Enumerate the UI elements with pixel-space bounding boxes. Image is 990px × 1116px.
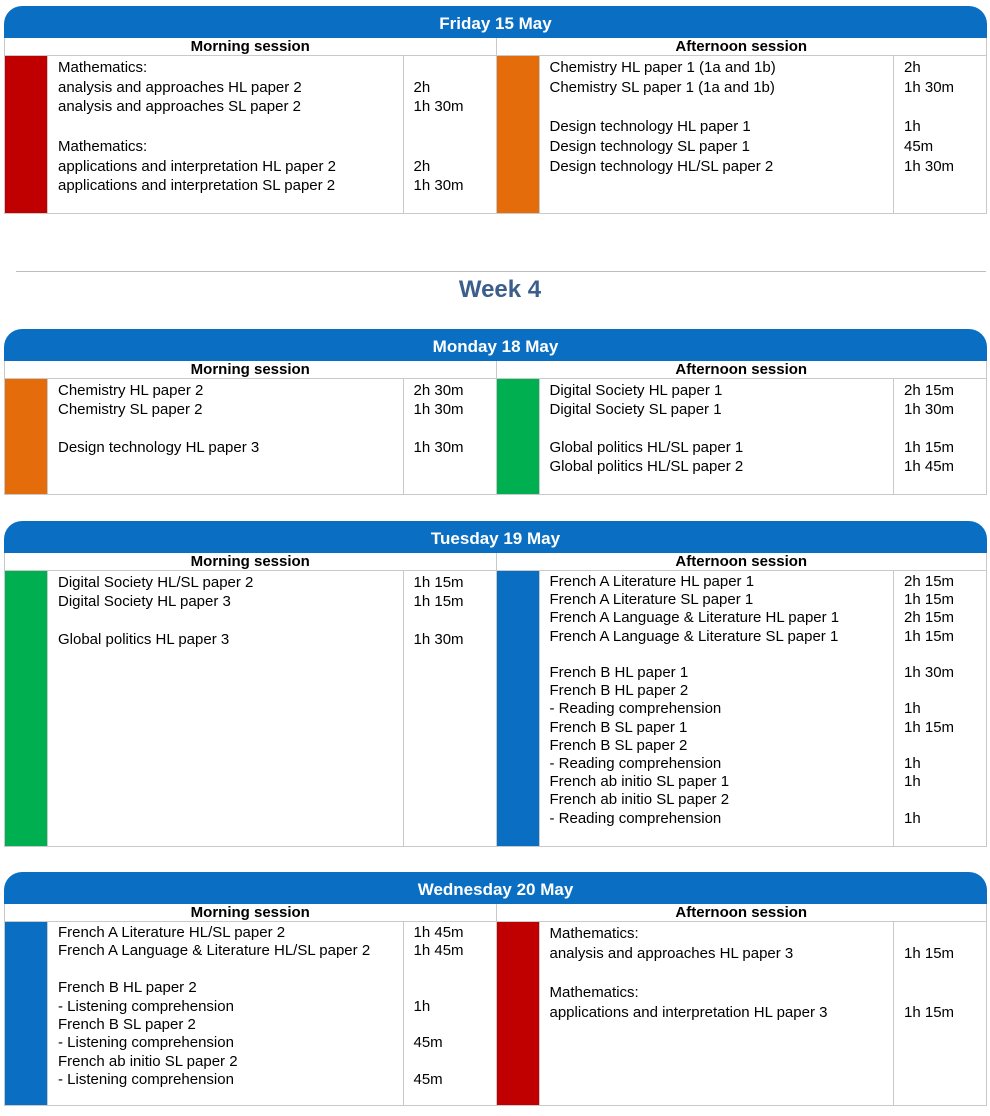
morning-session (4, 553, 496, 847)
subject-line: applications and interpretation HL paper 3 (549, 1003, 828, 1021)
subject-line: French ab initio SL paper 2 (549, 791, 730, 809)
afternoon-session (496, 553, 988, 847)
subject-line: Chemistry SL paper 2 (58, 401, 203, 418)
duration-line: 2h 15m (904, 382, 955, 399)
duration-line: 1h 45m (413, 924, 464, 941)
duration-line (904, 419, 986, 438)
duration-line: 45m (904, 137, 934, 155)
duration-line: 1h 30m (904, 664, 955, 682)
session-title: Afternoon session (497, 553, 987, 571)
duration-line: 1h 30m (904, 157, 955, 175)
duration-list (403, 922, 496, 1105)
subject-line (58, 611, 395, 630)
duration-line: 1h (904, 809, 921, 827)
subject-line: analysis and approaches HL paper 2 (58, 78, 302, 96)
duration-line: 1h 45m (904, 458, 955, 475)
duration-list (893, 571, 986, 846)
subject-line: analysis and approaches SL paper 2 (58, 98, 301, 116)
duration-list (403, 379, 496, 494)
subject-line: French B SL paper 1 (549, 718, 688, 736)
duration-list (403, 56, 496, 213)
duration-line (414, 979, 496, 997)
duration-line: 45m (413, 1071, 443, 1089)
morning-session (4, 904, 496, 1106)
duration-line (904, 646, 986, 664)
subject-line: Design technology HL paper 3 (58, 439, 260, 456)
duration-line: 1h 15m (904, 439, 955, 456)
duration-line: 1h 15m (413, 593, 464, 610)
duration-line: 2h 15m (904, 573, 955, 590)
subject-line: analysis and approaches HL paper 3 (549, 944, 794, 962)
subject-color-bar (5, 379, 48, 494)
duration-line: 1h (904, 755, 921, 773)
duration-line (414, 58, 496, 78)
subject-line: Chemistry HL paper 2 (58, 382, 204, 399)
duration-line: 1h 45m (413, 942, 464, 960)
afternoon-session (496, 904, 988, 1106)
subject-line: Global politics HL/SL paper 1 (549, 439, 744, 456)
subject-line: French A Language & Literature HL paper 1 (549, 609, 840, 627)
duration-line: 1h (413, 997, 431, 1015)
subject-line: French ab initio SL paper 2 (58, 1052, 238, 1070)
subject-line: applications and interpretation SL paper 2 (58, 177, 336, 195)
duration-line: 1h 15m (904, 944, 955, 962)
duration-line: 1h 15m (904, 718, 955, 736)
subject-line: - Listening comprehension (58, 997, 234, 1015)
subject-line: French A Literature HL/SL paper 2 (58, 924, 286, 941)
duration-line (904, 737, 986, 755)
subject-color-bar (497, 922, 540, 1105)
duration-line (414, 1053, 496, 1071)
duration-line (414, 419, 496, 438)
duration-line (414, 1016, 496, 1034)
subject-line: Digital Society SL paper 1 (549, 401, 722, 418)
subject-line (58, 961, 395, 979)
duration-line: 2h 30m (413, 382, 464, 399)
subject-line: Chemistry HL paper 1 (1a and 1b) (549, 59, 776, 76)
subject-line: French B SL paper 2 (58, 1016, 196, 1034)
subject-line: French A Language & Literature HL/SL paper 2 (58, 942, 371, 960)
session-title: Afternoon session (497, 38, 987, 56)
subject-line: Design technology HL/SL paper 2 (549, 157, 774, 175)
subject-line: Digital Society HL paper 3 (58, 593, 231, 610)
subject-line: Global politics HL/SL paper 2 (549, 458, 744, 475)
subject-line: - Reading comprehension (549, 700, 722, 718)
duration-line: 45m (413, 1034, 443, 1052)
duration-line: 1h 30m (413, 631, 464, 648)
duration-line (904, 682, 986, 700)
afternoon-session (496, 361, 988, 495)
duration-line (904, 97, 986, 117)
subject-line: - Listening comprehension (58, 1071, 234, 1089)
duration-line: 1h 30m (904, 78, 955, 96)
subject-line: French A Literature SL paper 1 (549, 591, 754, 609)
subject-list (48, 379, 403, 494)
afternoon-session (496, 38, 988, 214)
day-header: Tuesday 19 May (4, 521, 987, 553)
subject-list (48, 56, 403, 213)
day-monday (4, 329, 987, 495)
subject-line: Mathematics: (58, 59, 148, 76)
subject-list (48, 571, 403, 846)
duration-list (893, 379, 986, 494)
duration-line (904, 963, 986, 983)
duration-line (414, 611, 496, 630)
duration-line: 2h 15m (904, 609, 955, 627)
session-title: Morning session (5, 361, 496, 379)
duration-list (403, 571, 496, 846)
duration-line: 1h 30m (413, 401, 464, 418)
duration-line (414, 117, 496, 137)
duration-line: 1h 30m (904, 401, 955, 418)
subject-line: - Reading comprehension (549, 809, 722, 827)
week-title: Week 4 (458, 276, 542, 303)
session-title: Afternoon session (497, 361, 987, 379)
subject-line: Design technology SL paper 1 (549, 137, 750, 155)
day-friday (4, 6, 987, 214)
day-wednesday (4, 872, 987, 1106)
subject-list (48, 922, 403, 1105)
subject-line (550, 963, 886, 983)
duration-line: 1h 30m (413, 439, 464, 456)
duration-line: 2h (904, 59, 921, 76)
morning-session (4, 38, 496, 214)
duration-line: 2h (413, 78, 431, 96)
subject-list (540, 56, 894, 213)
subject-line (58, 419, 395, 438)
duration-line: 1h (904, 118, 921, 136)
subject-line: French A Language & Literature SL paper 1 (549, 627, 839, 645)
subject-line: Chemistry SL paper 1 (1a and 1b) (549, 78, 775, 96)
duration-list (893, 922, 986, 1105)
subject-color-bar (5, 56, 48, 213)
day-header: Friday 15 May (4, 6, 987, 38)
subject-line: Digital Society HL paper 1 (549, 382, 723, 399)
subject-line: - Listening comprehension (58, 1034, 234, 1052)
duration-line (414, 961, 496, 979)
duration-line: 1h 15m (904, 627, 955, 645)
subject-line (58, 117, 395, 137)
duration-line: 1h 15m (904, 591, 955, 609)
week-divider (16, 271, 986, 272)
subject-line: French B HL paper 2 (549, 682, 689, 700)
subject-line: French B HL paper 2 (58, 979, 197, 997)
subject-color-bar (5, 922, 48, 1105)
day-header: Wednesday 20 May (4, 872, 987, 904)
session-title: Afternoon session (497, 904, 987, 922)
subject-line: French B HL paper 1 (549, 664, 689, 682)
subject-line (550, 419, 886, 438)
subject-line: - Reading comprehension (549, 755, 722, 773)
day-tuesday (4, 521, 987, 847)
subject-line: Mathematics: (58, 137, 148, 155)
subject-line: French A Literature HL paper 1 (549, 573, 755, 590)
duration-line: 2h (413, 157, 431, 175)
duration-line (414, 137, 496, 157)
session-title: Morning session (5, 904, 496, 922)
duration-line: 1h 30m (413, 98, 464, 116)
duration-line: 1h (904, 773, 921, 791)
session-title: Morning session (5, 38, 496, 56)
duration-list (893, 56, 986, 213)
day-header: Monday 18 May (4, 329, 987, 361)
subject-color-bar (5, 571, 48, 846)
morning-session (4, 361, 496, 495)
subject-line: French ab initio SL paper 1 (549, 773, 730, 791)
duration-line: 1h 30m (413, 177, 464, 195)
subject-line: applications and interpretation HL paper 2 (58, 157, 336, 175)
subject-list (540, 379, 894, 494)
duration-line (904, 983, 986, 1003)
duration-line: 1h (904, 700, 921, 718)
subject-color-bar (497, 56, 540, 213)
subject-line: Global politics HL paper 3 (58, 631, 230, 648)
subject-line: Digital Society HL/SL paper 2 (58, 574, 254, 591)
subject-line (550, 97, 886, 117)
duration-line: 1h 15m (413, 574, 464, 591)
subject-line: Design technology HL paper 1 (549, 118, 751, 136)
duration-line (904, 924, 986, 944)
subject-color-bar (497, 379, 540, 494)
subject-line (550, 646, 886, 664)
subject-line: Mathematics: (549, 984, 639, 1002)
subject-list (540, 571, 894, 846)
session-title: Morning session (5, 553, 496, 571)
subject-color-bar (497, 571, 540, 846)
subject-line: Mathematics: (549, 925, 639, 942)
subject-line: French B SL paper 2 (549, 736, 688, 754)
subject-list (540, 922, 894, 1105)
duration-line: 1h 15m (904, 1003, 955, 1021)
duration-line (904, 791, 986, 809)
